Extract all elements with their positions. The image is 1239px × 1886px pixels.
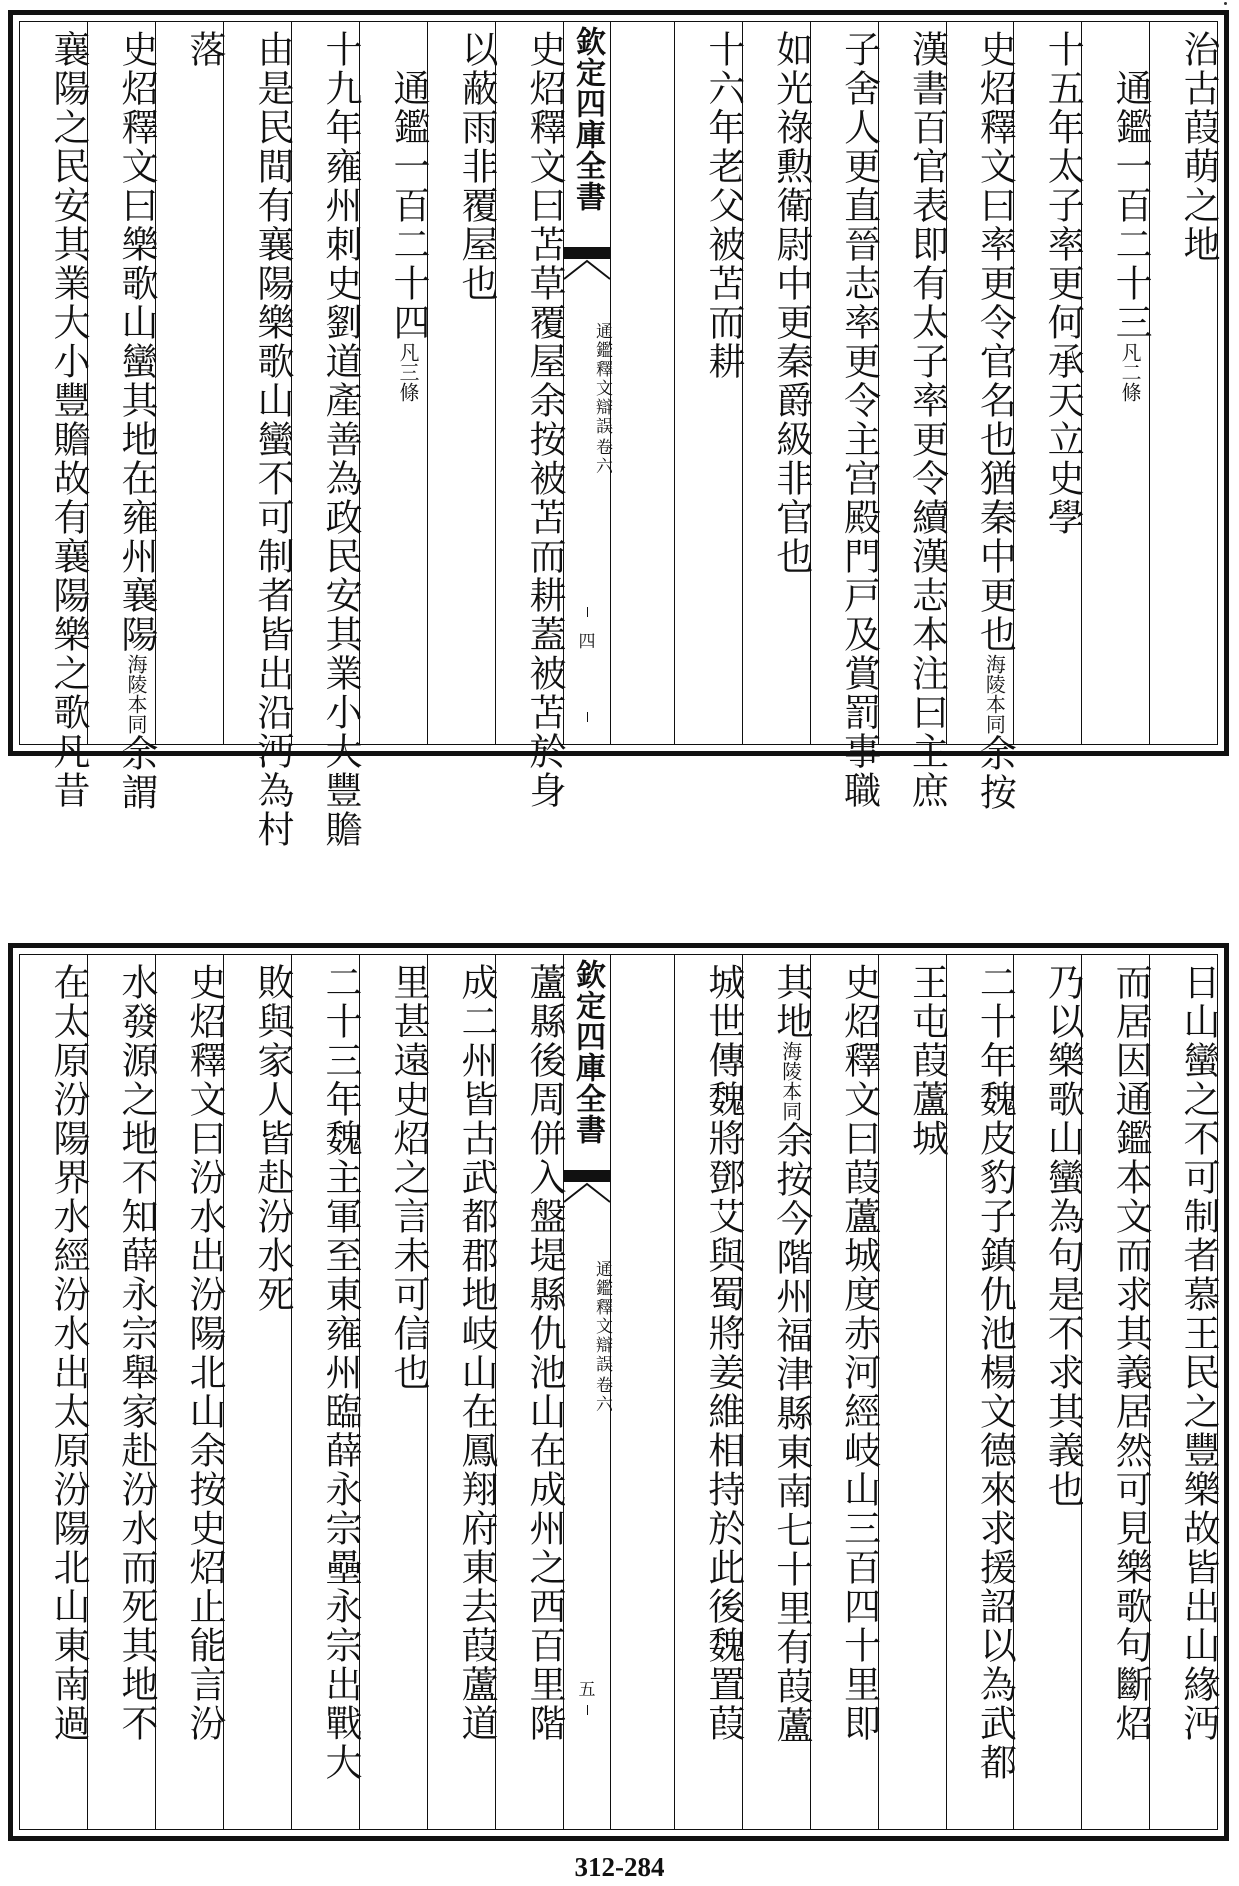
top-center-spine (563, 22, 611, 744)
column-text: 在太原汾陽界水經汾水出太原汾陽北山東南過 (47, 963, 90, 1743)
column-text: 其地 (769, 963, 813, 1041)
spine-page-number: 五 (578, 1680, 596, 1700)
spine-subtitle-volume: 卷六 (592, 438, 612, 476)
text-column (1149, 22, 1220, 744)
fish-tail-ornament (564, 1170, 610, 1204)
text-column (155, 955, 226, 1829)
column-text: 落 (183, 30, 226, 69)
bottom-right-page (674, 955, 1220, 1829)
text-column (1081, 955, 1153, 1829)
column-text: 十五年太子率更何承天立史學 (1041, 30, 1085, 537)
text-column (20, 955, 90, 1829)
bottom-spread (8, 943, 1229, 1841)
column-text: 史炤釋文曰樂歌山蠻其地在雍州襄陽 (115, 30, 158, 654)
column-text: 子舍人更直晉志率更令主宫殿門戸及賞罰事職 (837, 30, 881, 810)
column-text: 余謂 (115, 734, 158, 812)
column-text: 漢書百官表即有太子率更令續漢志本注曰主庶 (905, 30, 949, 810)
column-text: 蘆縣後周併入盤堤縣仇池山在成州之西百里階 (523, 963, 566, 1743)
annotation-note: 海陵本同 (982, 654, 1007, 734)
text-column (1149, 955, 1220, 1829)
text-column (223, 22, 294, 849)
annotation-note: 海陵本同 (124, 654, 148, 734)
column-text: 十六年老父被苫而耕 (701, 30, 745, 381)
text-column (359, 955, 430, 1829)
text-column (946, 955, 1017, 1829)
text-column (742, 955, 813, 1829)
text-column (359, 22, 430, 744)
column-text: 史炤釋文曰葭蘆城度赤河經岐山三百四十里即 (837, 963, 881, 1743)
text-column (810, 22, 881, 810)
column-text: 史炤釋文曰苫草覆屋余按被苫而耕蓋被苫於身 (523, 30, 566, 810)
spine-subtitle-main: 通鑑釋文辯誤 (592, 1260, 612, 1374)
text-column (427, 22, 498, 744)
corner-speck (1224, 2, 1227, 5)
bottom-left-page (20, 955, 566, 1829)
bottom-spread-frame (19, 954, 1218, 1830)
text-column (223, 955, 294, 1829)
annotation-note: 凡三條 (396, 342, 420, 402)
column-text: 余按 (973, 734, 1017, 812)
top-spread (8, 10, 1229, 849)
spine-subtitle-volume: 卷六 (592, 1376, 612, 1414)
spine-page-number: 四 (578, 632, 596, 652)
column-text: 里甚遠史炤之言未可信也 (387, 963, 430, 1392)
text-column (1013, 22, 1085, 744)
column-text: 如光祿勲衛尉中更秦爵級非官也 (769, 30, 813, 576)
text-column (878, 22, 949, 810)
bottom-center-spine (563, 955, 611, 1829)
column-text: 城世傳魏將鄧艾與蜀將姜維相持於此後魏置葭 (701, 963, 745, 1743)
text-column (495, 22, 566, 810)
spine-tick (587, 1705, 588, 1715)
annotation-note: 海陵本同 (778, 1041, 803, 1121)
spine-tick (587, 607, 588, 617)
column-text: 十九年雍州刺史劉道產善為政民安其業小大豐贍 (319, 30, 362, 849)
column-text: 敗與家人皆赴汾水死 (251, 963, 294, 1314)
top-right-page (674, 22, 1220, 812)
column-text: 王屯葭蘆城 (905, 963, 949, 1158)
page-footer-number: 312-284 (574, 1852, 665, 1882)
spine-title: 欽定四庫全書 (570, 959, 605, 1145)
column-text: 二十三年魏主軍至東雍州臨薛永宗壘永宗出戰大 (319, 963, 362, 1782)
text-column (674, 955, 745, 1829)
column-text: 由是民間有襄陽樂歌山蠻不可制者皆出沿沔為村 (251, 30, 294, 849)
column-text: 二十年魏皮豹子鎮仇池楊文德來求援詔以為武都 (973, 963, 1017, 1782)
text-column (495, 955, 566, 1829)
text-column (674, 22, 745, 744)
column-text: 以蔽雨非覆屋也 (455, 30, 498, 303)
spine-subtitle (564, 1260, 610, 1414)
text-column (20, 22, 90, 810)
spine-subtitle (564, 322, 610, 476)
column-text: 史炤釋文曰汾水出汾陽北山余按史炤止能言汾 (183, 963, 226, 1743)
column-text: 治古葭萌之地 (1177, 30, 1220, 264)
column-text: 史炤釋文曰率更令官名也猶秦中更也 (973, 30, 1017, 654)
top-spread-frame (19, 21, 1220, 849)
text-column (87, 22, 158, 812)
text-column (155, 22, 226, 744)
spine-subtitle-main: 通鑑釋文辯誤 (592, 322, 612, 436)
column-text: 日山蠻之不可制者慕王民之豐樂故皆出山緣沔 (1177, 963, 1220, 1743)
column-text: 水發源之地不知薛永宗舉家赴汾水而死其地不 (115, 963, 158, 1743)
column-text: 通鑑一百二十四 (387, 30, 430, 342)
text-column (810, 955, 881, 1829)
text-column (946, 22, 1017, 812)
annotation-note: 凡二條 (1118, 342, 1143, 402)
text-column (1013, 955, 1085, 1829)
column-text: 余按今階州福津縣東南七十里有葭蘆 (769, 1121, 813, 1745)
spine-title: 欽定四庫全書 (570, 26, 605, 212)
column-text: 襄陽之民安其業大小豐贍故有襄陽樂之歌凡昔 (47, 30, 90, 810)
fish-tail-ornament (564, 247, 610, 281)
column-text: 成二州皆古武都郡地岐山在鳳翔府東去葭蘆道 (455, 963, 498, 1743)
spine-tick (587, 712, 588, 722)
text-column (742, 22, 813, 744)
text-column (291, 22, 362, 849)
column-text: 乃以樂歌山蠻為句是不求其義也 (1041, 963, 1085, 1509)
text-column (1081, 22, 1153, 744)
text-column (291, 955, 362, 1829)
text-column (427, 955, 498, 1829)
text-column (87, 955, 158, 1829)
top-left-page (20, 22, 566, 849)
text-column (878, 955, 949, 1829)
column-text: 而居因通鑑本文而求其義居然可見樂歌句斷炤 (1109, 963, 1153, 1743)
column-text: 通鑑一百二十三 (1109, 30, 1153, 342)
